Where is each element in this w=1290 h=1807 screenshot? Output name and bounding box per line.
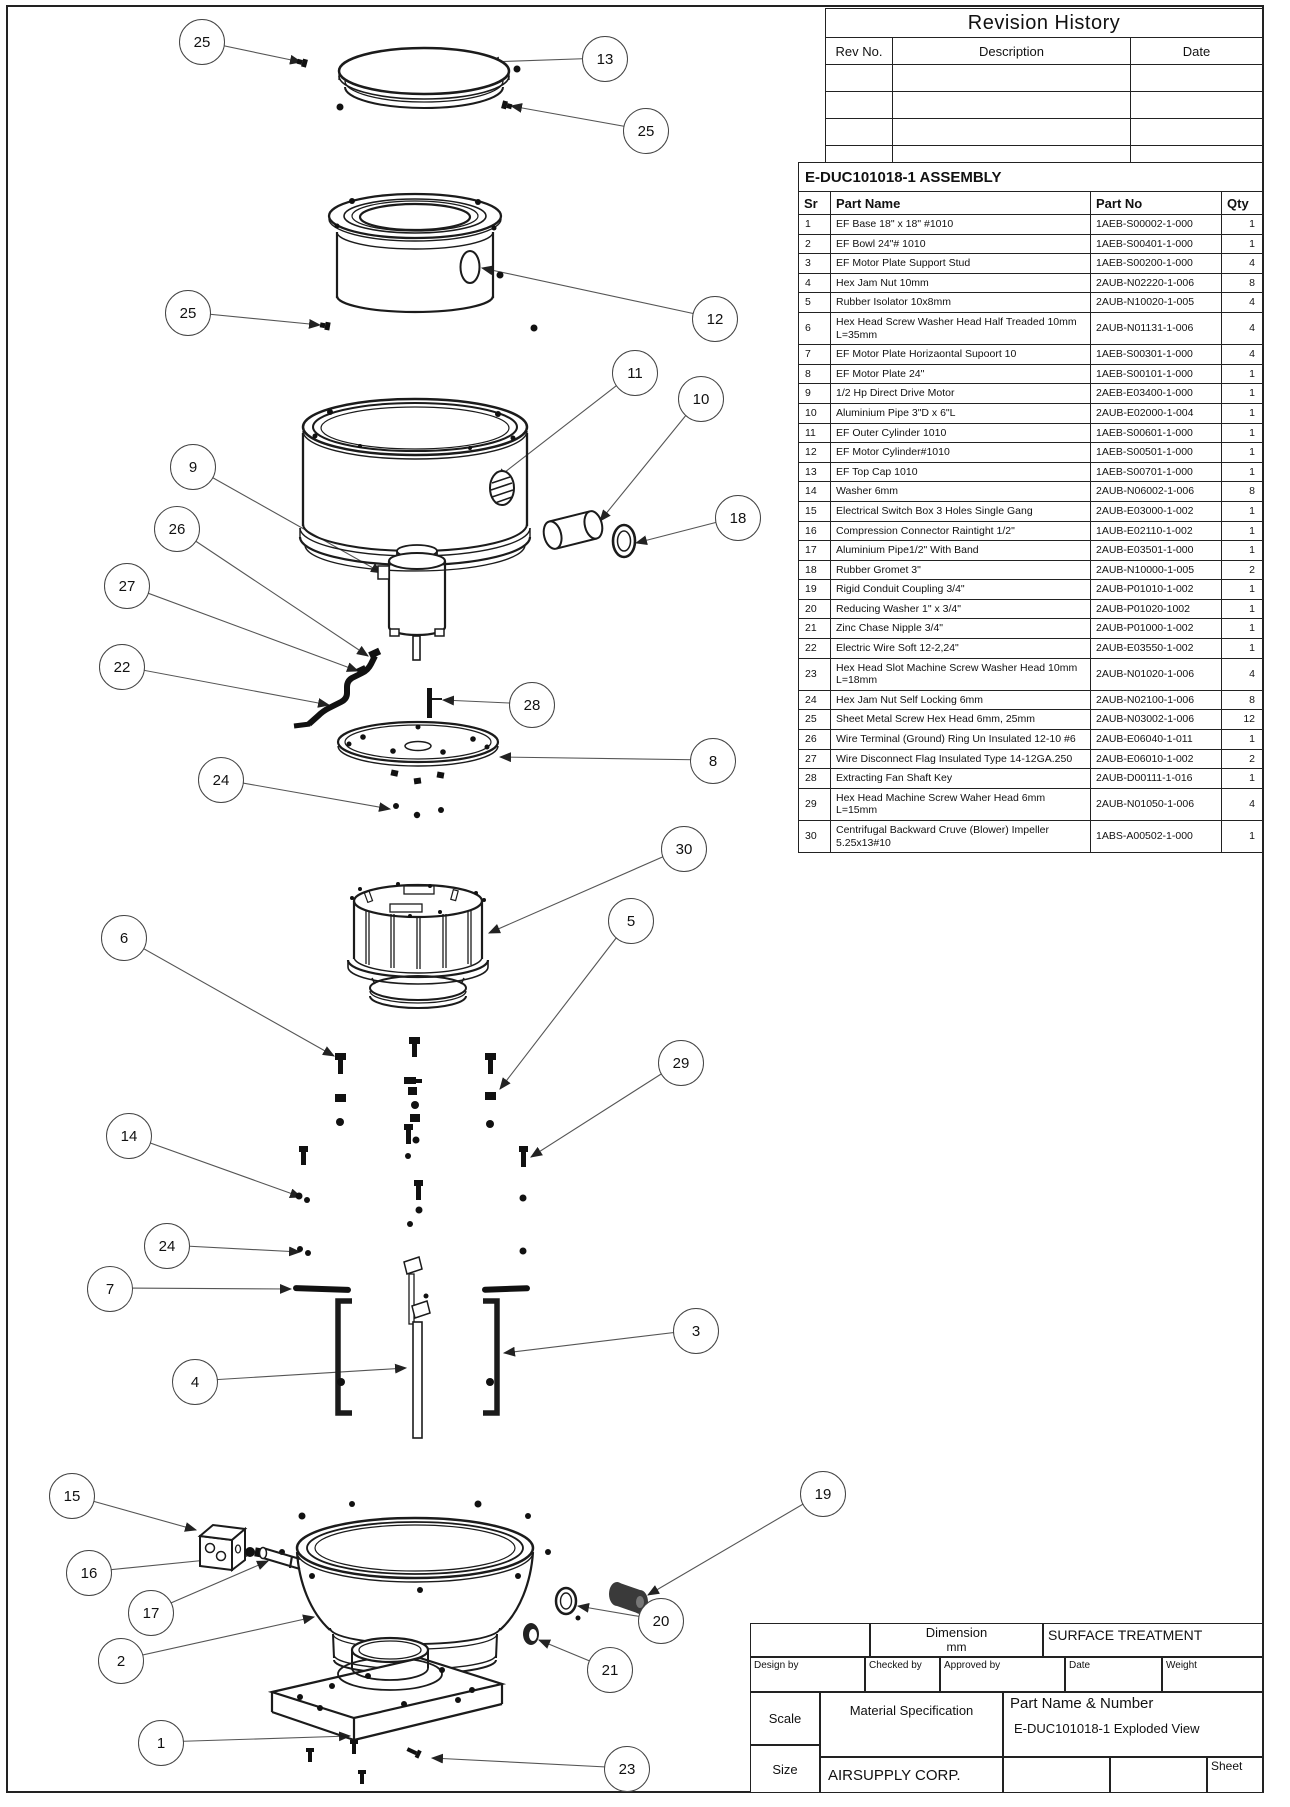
table-cell: 30 (799, 821, 831, 853)
callout-balloon: 27 (104, 563, 150, 609)
assembly-table-header (799, 192, 1263, 215)
table-cell: 1AEB-S00002-1-000 (1091, 215, 1222, 235)
table-cell: 2AUB-E03000-1-002 (1091, 501, 1222, 521)
table-cell: EF Base 18" x 18" #1010 (831, 215, 1091, 235)
callout-balloon: 25 (165, 290, 211, 336)
table-cell: 1 (1222, 599, 1263, 619)
table-cell: 13 (799, 462, 831, 482)
table-row (799, 501, 1263, 521)
callout-balloon: 1 (138, 1720, 184, 1766)
table-cell (1131, 65, 1263, 92)
table-row (799, 345, 1263, 365)
table-cell: 1 (1222, 403, 1263, 423)
table-row (799, 690, 1263, 710)
table-row (799, 541, 1263, 561)
table-cell: 1AEB-S00501-1-000 (1091, 443, 1222, 463)
table-row (799, 443, 1263, 463)
table-cell: 12 (1222, 710, 1263, 730)
column-header: Date (1131, 38, 1263, 65)
sheet-label: Sheet (1207, 1757, 1263, 1793)
table-cell: 28 (799, 769, 831, 789)
dimension-unit: mm (946, 1639, 967, 1654)
table-cell: Wire Disconnect Flag Insulated Type 14-12GA.250 (831, 749, 1091, 769)
table-cell: 17 (799, 541, 831, 561)
reducing-washer-part (556, 1588, 581, 1621)
weight-label: Weight (1162, 1657, 1263, 1692)
table-cell: 2AUB-E03550-1-002 (1091, 639, 1222, 659)
callout-balloon: 21 (587, 1647, 633, 1693)
table-cell: 2AUB-N06002-1-006 (1091, 482, 1222, 502)
fastener-columns-group (335, 1037, 496, 1144)
table-cell: 1 (799, 215, 831, 235)
table-row (799, 788, 1263, 820)
table-cell: EF Outer Cylinder 1010 (831, 423, 1091, 443)
lower-fastener-columns-group (296, 1124, 529, 1256)
table-cell: 1 (1222, 423, 1263, 443)
column-header: Rev No. (826, 38, 893, 65)
table-cell: 1 (1222, 443, 1263, 463)
table-cell: 2AUB-E03501-1-000 (1091, 541, 1222, 561)
table-cell (893, 65, 1131, 92)
column-header: Qty (1222, 192, 1263, 215)
table-cell: Zinc Chase Nipple 3/4" (831, 619, 1091, 639)
table-cell: 2AUB-N02220-1-006 (1091, 273, 1222, 293)
table-row (799, 273, 1263, 293)
table-cell: 2AUB-E06040-1-011 (1091, 730, 1222, 750)
callout-balloon: 11 (612, 350, 658, 396)
table-cell: 14 (799, 482, 831, 502)
table-row (799, 580, 1263, 600)
table-cell: 8 (799, 364, 831, 384)
callout-balloon: 19 (800, 1471, 846, 1517)
table-row (799, 423, 1263, 443)
table-cell: 1 (1222, 215, 1263, 235)
table-cell: 1ABS-A00502-1-000 (1091, 821, 1222, 853)
table-row (799, 821, 1263, 853)
table-cell: 2AUB-N01020-1-006 (1091, 658, 1222, 690)
motor-plate-part (338, 722, 498, 766)
table-cell: 2AUB-N10020-1-005 (1091, 293, 1222, 313)
callout-balloon: 8 (690, 738, 736, 784)
table-cell: 1 (1222, 384, 1263, 404)
table-cell: 2AUB-N01131-1-006 (1091, 312, 1222, 344)
table-row (799, 639, 1263, 659)
table-cell: 29 (799, 788, 831, 820)
table-cell: 7 (799, 345, 831, 365)
base-screws-group (306, 1740, 422, 1784)
column-header: Sr (799, 192, 831, 215)
table-cell: 1 (1222, 521, 1263, 541)
table-row (826, 119, 1263, 146)
table-row (799, 599, 1263, 619)
callout-balloon: 29 (658, 1040, 704, 1086)
table-cell: Washer 6mm (831, 482, 1091, 502)
table-cell (826, 65, 893, 92)
table-row (826, 92, 1263, 119)
table-cell: 1 (1222, 580, 1263, 600)
table-cell: 2 (1222, 749, 1263, 769)
table-cell: 9 (799, 384, 831, 404)
table-row (799, 560, 1263, 580)
table-cell: 8 (1222, 690, 1263, 710)
table-row (799, 384, 1263, 404)
title-block-blank-cell (1003, 1757, 1110, 1793)
table-cell: 23 (799, 658, 831, 690)
callout-balloon: 3 (673, 1308, 719, 1354)
table-cell: 1 (1222, 541, 1263, 561)
table-cell (826, 119, 893, 146)
table-cell: 21 (799, 619, 831, 639)
table-cell: Hex Jam Nut 10mm (831, 273, 1091, 293)
table-cell: Hex Head Screw Washer Head Half Treaded 10mm L=35mm (831, 312, 1091, 344)
table-cell: Hex Jam Nut Self Locking 6mm (831, 690, 1091, 710)
table-cell: 1AEB-S00200-1-000 (1091, 254, 1222, 274)
part-name-number-label: Part Name & Number (1010, 1695, 1154, 1712)
table-cell: 1AEB-S00601-1-000 (1091, 423, 1222, 443)
table-cell: 4 (1222, 254, 1263, 274)
callout-balloon: 15 (49, 1473, 95, 1519)
callout-balloon: 12 (692, 296, 738, 342)
callout-balloon: 28 (509, 682, 555, 728)
approved-by-label: Approved by (940, 1657, 1065, 1692)
table-cell: Rigid Conduit Coupling 3/4" (831, 580, 1091, 600)
table-cell: 2AUB-N10000-1-005 (1091, 560, 1222, 580)
table-cell: 5 (799, 293, 831, 313)
callout-balloon: 9 (170, 444, 216, 490)
table-cell: 20 (799, 599, 831, 619)
table-cell: 1 (1222, 619, 1263, 639)
callout-balloon: 25 (179, 19, 225, 65)
table-cell: 18 (799, 560, 831, 580)
design-by-label: Design by (750, 1657, 865, 1692)
callout-balloon: 5 (608, 898, 654, 944)
table-cell: 1 (1222, 234, 1263, 254)
table-cell: EF Motor Plate Support Stud (831, 254, 1091, 274)
scale-label: Scale (750, 1692, 820, 1745)
table-row (799, 619, 1263, 639)
table-cell: 2AUB-E02000-1-004 (1091, 403, 1222, 423)
table-cell: 16 (799, 521, 831, 541)
table-cell: Hex Head Slot Machine Screw Washer Head 10mm L=18mm (831, 658, 1091, 690)
table-row (799, 710, 1263, 730)
motor-cylinder-part (319, 194, 537, 332)
table-cell: 4 (1222, 312, 1263, 344)
title-block-blank-cell (750, 1623, 870, 1657)
table-cell: 12 (799, 443, 831, 463)
part-name-number-value: E-DUC101018-1 Exploded View (1014, 1721, 1200, 1736)
callout-balloon: 18 (715, 495, 761, 541)
table-cell: 1AUB-E02110-1-002 (1091, 521, 1222, 541)
shaft-key-part (427, 688, 442, 718)
table-cell: Wire Terminal (Ground) Ring Un Insulated 12-10 #6 (831, 730, 1091, 750)
table-cell: 8 (1222, 273, 1263, 293)
title-block-blank-cell (1110, 1757, 1207, 1793)
table-cell: 1AEB-S00401-1-000 (1091, 234, 1222, 254)
table-cell: 1AEB-S00101-1-000 (1091, 364, 1222, 384)
callout-balloon: 14 (106, 1113, 152, 1159)
callout-balloon: 4 (172, 1359, 218, 1405)
table-row (799, 293, 1263, 313)
dimension-label: Dimension (925, 1625, 988, 1641)
surface-treatment-label: SURFACE TREATMENT (1043, 1623, 1263, 1657)
table-row (799, 730, 1263, 750)
table-row (799, 234, 1263, 254)
table-cell: 1 (1222, 730, 1263, 750)
table-cell: 2AUB-E06010-1-002 (1091, 749, 1222, 769)
table-cell: 6 (799, 312, 831, 344)
callout-balloon: 7 (87, 1266, 133, 1312)
table-cell: 11 (799, 423, 831, 443)
revision-history-title: Revision History (826, 9, 1263, 38)
callout-balloon: 30 (661, 826, 707, 872)
table-cell: 1 (1222, 364, 1263, 384)
table-cell: 26 (799, 730, 831, 750)
table-cell: 1 (1222, 462, 1263, 482)
table-cell: 1AEB-S00701-1-000 (1091, 462, 1222, 482)
table-cell: EF Motor Cylinder#1010 (831, 443, 1091, 463)
column-header: Part Name (831, 192, 1091, 215)
column-header: Part No (1091, 192, 1222, 215)
table-cell: 8 (1222, 482, 1263, 502)
electric-wire-part (294, 648, 381, 726)
rubber-gromet-part (613, 525, 635, 557)
table-cell: 2 (1222, 560, 1263, 580)
table-cell: 2 (799, 234, 831, 254)
table-cell: 2AUB-P01020-1002 (1091, 599, 1222, 619)
table-cell (1131, 119, 1263, 146)
table-cell: 4 (1222, 788, 1263, 820)
table-cell (893, 119, 1131, 146)
table-cell: 4 (1222, 293, 1263, 313)
chase-nipple-part (523, 1623, 539, 1645)
callout-balloon: 26 (154, 506, 200, 552)
table-row (799, 312, 1263, 344)
callout-balloon: 22 (99, 644, 145, 690)
callout-balloon: 16 (66, 1550, 112, 1596)
plate-supports-group (293, 1257, 530, 1438)
table-row (799, 254, 1263, 274)
callout-balloon: 2 (98, 1638, 144, 1684)
table-cell: Reducing Washer 1" x 3/4" (831, 599, 1091, 619)
table-cell: 10 (799, 403, 831, 423)
table-cell: Hex Head Machine Screw Waher Head 6mm L=15mm (831, 788, 1091, 820)
table-row (799, 364, 1263, 384)
table-row (799, 215, 1263, 235)
table-cell: 1 (1222, 639, 1263, 659)
table-cell: EF Motor Plate Horizaontal Supoort 10 (831, 345, 1091, 365)
callout-balloon: 24 (198, 757, 244, 803)
callout-balloon: 10 (678, 376, 724, 422)
table-cell: 15 (799, 501, 831, 521)
aluminium-pipe-part (541, 509, 605, 550)
table-cell: EF Motor Plate 24" (831, 364, 1091, 384)
table-row (799, 658, 1263, 690)
table-row (799, 482, 1263, 502)
checked-by-label: Checked by (865, 1657, 940, 1692)
table-cell (1131, 92, 1263, 119)
table-cell (893, 92, 1131, 119)
table-cell: Electrical Switch Box 3 Holes Single Gang (831, 501, 1091, 521)
base-part (272, 1638, 502, 1740)
title-block (750, 1623, 1263, 1793)
table-row (799, 521, 1263, 541)
table-cell: 4 (799, 273, 831, 293)
table-cell: 25 (799, 710, 831, 730)
table-cell: 2AUB-N03002-1-006 (1091, 710, 1222, 730)
table-cell: 1AEB-S00301-1-000 (1091, 345, 1222, 365)
table-cell: 22 (799, 639, 831, 659)
table-row (799, 403, 1263, 423)
table-cell: 4 (1222, 345, 1263, 365)
callout-balloon: 25 (623, 108, 669, 154)
assembly-parts-table (798, 162, 1263, 853)
table-cell: 1 (1222, 769, 1263, 789)
table-cell: 3 (799, 254, 831, 274)
jam-nuts-group (390, 769, 444, 818)
revision-history-table (825, 8, 1263, 173)
table-cell: Rubber Isolator 10x8mm (831, 293, 1091, 313)
table-cell (826, 92, 893, 119)
callout-balloon: 23 (604, 1746, 650, 1792)
table-cell: 24 (799, 690, 831, 710)
table-cell: EF Bowl 24"# 1010 (831, 234, 1091, 254)
table-row (799, 462, 1263, 482)
table-cell: Sheet Metal Screw Hex Head 6mm, 25mm (831, 710, 1091, 730)
table-cell: 4 (1222, 658, 1263, 690)
material-specification-label: Material Specification (820, 1692, 1003, 1757)
table-cell: 2AUB-P01000-1-002 (1091, 619, 1222, 639)
table-cell: EF Top Cap 1010 (831, 462, 1091, 482)
table-cell: 1/2 Hp Direct Drive Motor (831, 384, 1091, 404)
table-cell: 19 (799, 580, 831, 600)
table-cell: Extracting Fan Shaft Key (831, 769, 1091, 789)
table-row (799, 769, 1263, 789)
table-row (799, 749, 1263, 769)
size-label: Size (750, 1745, 820, 1793)
callout-balloon: 17 (128, 1590, 174, 1636)
impeller-part (348, 882, 488, 1008)
callout-balloon: 6 (101, 915, 147, 961)
callout-balloon: 20 (638, 1598, 684, 1644)
table-cell: 2AUB-N01050-1-006 (1091, 788, 1222, 820)
table-cell: Aluminium Pipe 3"D x 6"L (831, 403, 1091, 423)
table-row (826, 65, 1263, 92)
table-cell: Compression Connector Raintight 1/2" (831, 521, 1091, 541)
table-cell: 1 (1222, 501, 1263, 521)
motor-part (378, 545, 445, 660)
column-header: Description (893, 38, 1131, 65)
revision-history-header (826, 38, 1263, 65)
assembly-table-title: E-DUC101018-1 ASSEMBLY (799, 163, 1263, 192)
top-cap-part (296, 48, 520, 111)
table-cell: Aluminium Pipe1/2" With Band (831, 541, 1091, 561)
table-cell: 2AEB-E03400-1-000 (1091, 384, 1222, 404)
switch-box-part (200, 1525, 245, 1570)
table-cell: Centrifugal Backward Cruve (Blower) Impeller 5.25x13#10 (831, 821, 1091, 853)
table-cell: 1 (1222, 821, 1263, 853)
table-cell: 27 (799, 749, 831, 769)
company-name: AIRSUPPLY CORP. (820, 1757, 1003, 1793)
callout-balloon: 13 (582, 36, 628, 82)
table-cell: 2AUB-N02100-1-006 (1091, 690, 1222, 710)
table-cell: Electric Wire Soft 12-2,24" (831, 639, 1091, 659)
table-cell: 2AUB-P01010-1-002 (1091, 580, 1222, 600)
date-label: Date (1065, 1657, 1162, 1692)
table-cell: 2AUB-D00111-1-016 (1091, 769, 1222, 789)
table-cell: Rubber Gromet 3" (831, 560, 1091, 580)
callout-balloon: 24 (144, 1223, 190, 1269)
